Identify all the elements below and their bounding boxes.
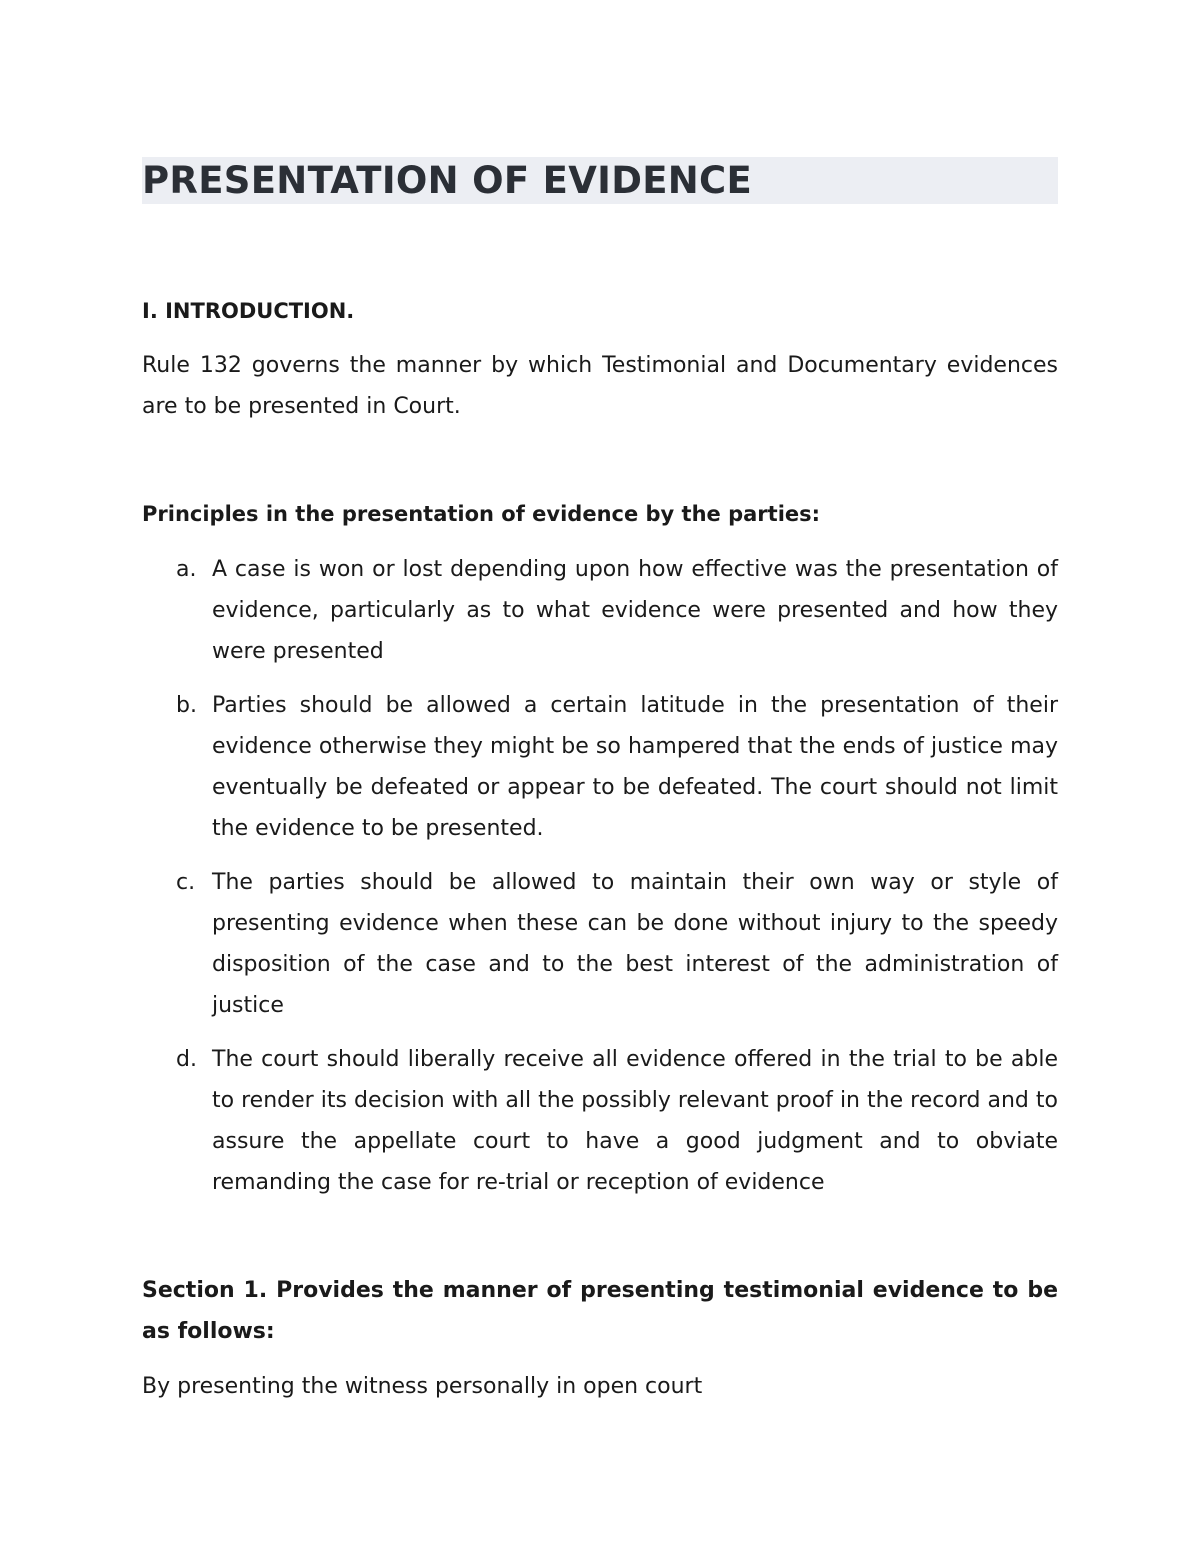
principles-heading: Principles in the presentation of evidence by the parties: — [142, 502, 821, 526]
list-item — [142, 549, 1058, 672]
section1-heading: Section 1. Provides the manner of presenting testimonial evidence to be as follows: — [142, 1278, 1058, 1344]
list-item-text: The court should liberally receive all evidence offered in the trial to be able to render its decision with all the possibly relevant proof in the record and to assure the appellate court to have a good judgment and to obviate remanding the case for re-trial or reception of evidence — [212, 1047, 1058, 1195]
list-item-text: The parties should be allowed to maintain their own way or style of presenting evidence when these can be done without injury to the speedy disposition of the case and to the best interest of the administration of justice — [212, 870, 1058, 1018]
list-marker: a. — [176, 557, 197, 582]
list-marker: b. — [176, 693, 197, 718]
list-item — [142, 1039, 1058, 1203]
list-item-text: A case is won or lost depending upon how effective was the presentation of evidence, particularly as to what evidence were presented and how they were presented — [212, 557, 1058, 664]
list-item-text: Parties should be allowed a certain latitude in the presentation of their evidence otherwise they might be so hampered that the ends of justice may eventually be defeated or appear to be defeated. The court should not limit the evidence to be presented. — [212, 693, 1058, 841]
document-title: PRESENTATION OF EVIDENCE — [142, 159, 753, 202]
intro-paragraph: Rule 132 governs the manner by which Testimonial and Documentary evidences are to be presented in Court. — [142, 353, 1058, 419]
list-item — [142, 685, 1058, 849]
list-item — [142, 862, 1058, 1026]
intro-heading: I. INTRODUCTION. — [142, 299, 355, 323]
list-marker: c. — [176, 870, 196, 895]
section1-text: By presenting the witness personally in open court — [142, 1374, 703, 1399]
list-marker: d. — [176, 1047, 197, 1072]
